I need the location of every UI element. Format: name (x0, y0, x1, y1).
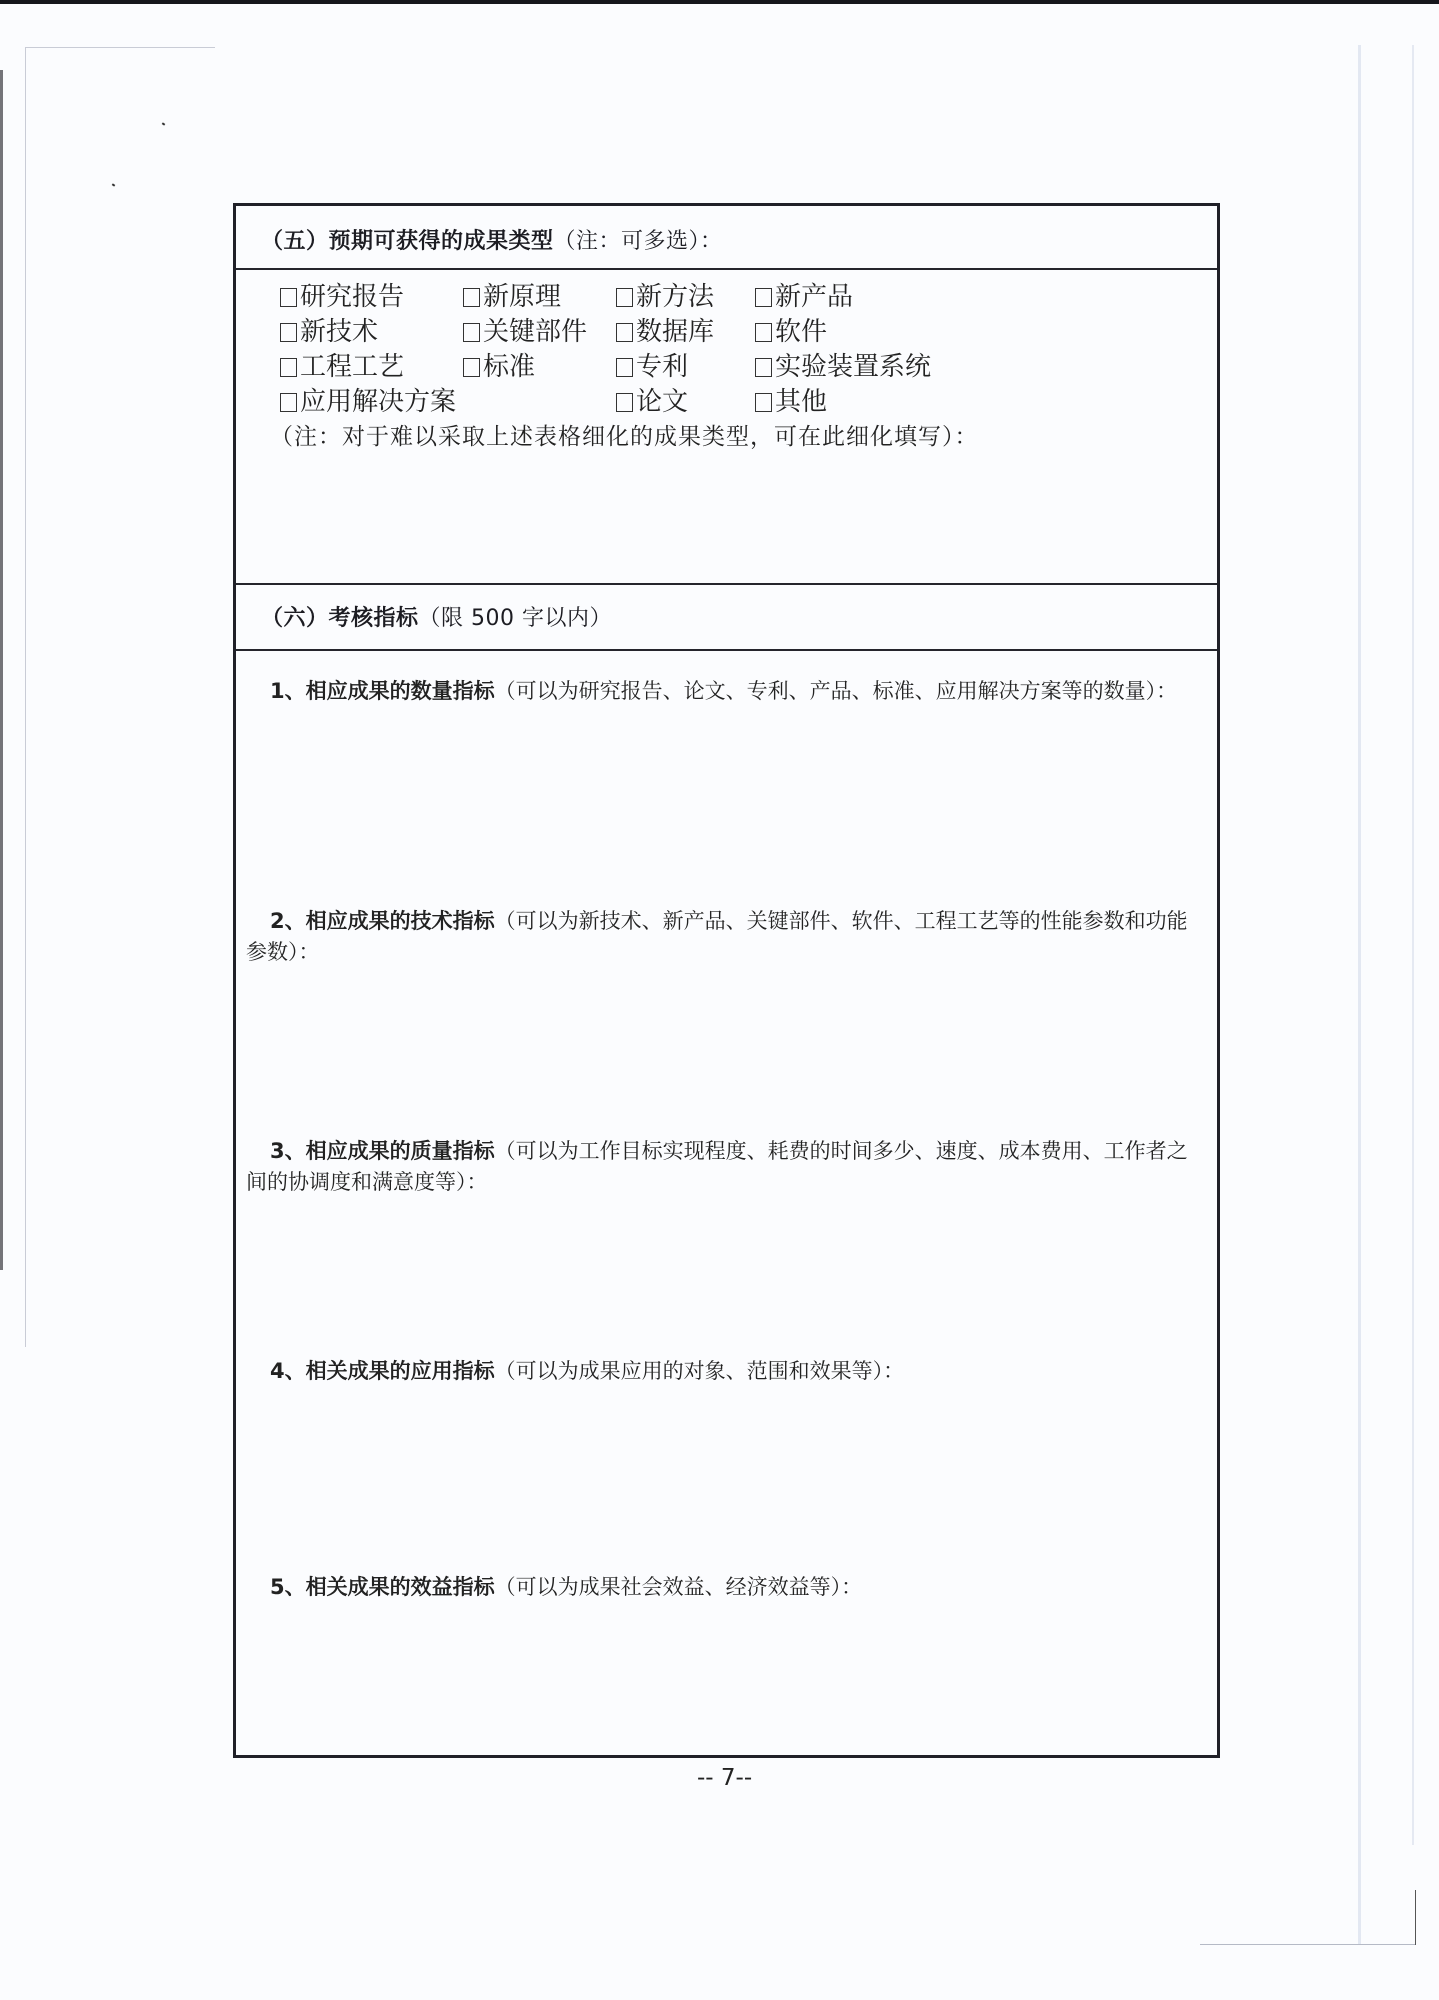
checkbox-icon[interactable] (755, 323, 772, 342)
option-label: 实验装置系统 (775, 352, 932, 382)
indicator-quality (246, 1136, 1207, 1198)
checkbox-icon[interactable] (616, 358, 633, 377)
section6-title-bold: （六）考核指标 (261, 606, 419, 631)
checkbox-patent[interactable] (616, 346, 688, 383)
section5-title (261, 224, 723, 255)
checkbox-standard[interactable] (463, 346, 535, 383)
page-number: -- 7-- (697, 1765, 753, 1791)
indicator-benefit (246, 1572, 1207, 1603)
option-label: 数据库 (636, 317, 715, 347)
section5-title-bold: （五）预期可获得的成果类型 (261, 229, 554, 254)
indicator-title: 2、相应成果的技术指标 (270, 909, 495, 933)
option-label: 标准 (483, 352, 536, 382)
checkbox-icon[interactable] (616, 393, 633, 412)
scan-top-edge (0, 0, 1439, 4)
result-type-detail-field[interactable] (246, 456, 1207, 576)
row-divider (236, 649, 1217, 651)
scan-artifact (25, 47, 26, 1347)
option-label: 工程工艺 (300, 352, 405, 382)
indicator-quality-field[interactable] (246, 1206, 1207, 1346)
indicator-technical (246, 906, 1207, 968)
indicator-description: （可以为研究报告、论文、专利、产品、标准、应用解决方案等的数量）： (494, 679, 1178, 703)
form-table (233, 203, 1220, 1758)
indicator-technical-field[interactable] (246, 976, 1207, 1116)
indicator-title: 1、相应成果的数量指标 (270, 679, 495, 703)
scan-speck (162, 122, 166, 125)
checkbox-new-method[interactable] (616, 276, 714, 313)
section5-title-note: （注：可多选）： (553, 229, 723, 254)
checkbox-paper[interactable] (616, 381, 688, 418)
checkbox-software[interactable] (755, 311, 827, 348)
indicator-description: （可以为成果社会效益、经济效益等）： (494, 1575, 863, 1599)
checkbox-icon[interactable] (280, 323, 297, 342)
scan-artifact (1412, 45, 1414, 1845)
checkbox-icon[interactable] (463, 288, 480, 307)
checkbox-new-principle[interactable] (463, 276, 561, 313)
scan-artifact (1200, 1944, 1415, 1945)
option-label: 新技术 (300, 317, 379, 347)
indicator-quantity (246, 676, 1207, 707)
checkbox-key-component[interactable] (463, 311, 587, 348)
checkbox-experimental-system[interactable] (755, 346, 931, 383)
checkbox-icon[interactable] (755, 393, 772, 412)
checkbox-new-product[interactable] (755, 276, 853, 313)
indicator-quantity-field[interactable] (246, 746, 1207, 886)
row-divider (236, 583, 1217, 585)
scan-artifact (25, 47, 215, 48)
checkbox-icon[interactable] (280, 393, 297, 412)
option-label: 新产品 (775, 282, 854, 312)
option-label: 其他 (775, 387, 828, 417)
indicator-title: 4、相关成果的应用指标 (270, 1359, 495, 1383)
scan-left-edge (0, 70, 3, 1270)
checkbox-icon[interactable] (616, 288, 633, 307)
scan-artifact (1358, 45, 1361, 1945)
row-divider (236, 268, 1217, 270)
indicator-application (246, 1356, 1207, 1387)
checkbox-icon[interactable] (280, 288, 297, 307)
indicator-title: 3、相应成果的质量指标 (270, 1139, 495, 1163)
checkbox-icon[interactable] (280, 358, 297, 377)
indicator-title: 5、相关成果的效益指标 (270, 1575, 495, 1599)
indicator-description: （可以为新技术、新产品、关键部件、软件、工程工艺等的性能参数和功能参数）： (246, 909, 1188, 964)
checkbox-other[interactable] (755, 381, 827, 418)
result-type-note: （注：对于难以采取上述表格细化的成果类型，可在此细化填写）： (270, 424, 979, 450)
checkbox-icon[interactable] (463, 323, 480, 342)
indicator-description: （可以为成果应用的对象、范围和效果等）： (494, 1359, 905, 1383)
checkbox-new-technology[interactable] (280, 311, 378, 348)
option-label: 专利 (636, 352, 689, 382)
checkbox-application-solution[interactable] (280, 381, 456, 418)
option-label: 关键部件 (483, 317, 588, 347)
option-label: 研究报告 (300, 282, 405, 312)
checkbox-research-report[interactable] (280, 276, 404, 313)
section6-title (261, 601, 612, 632)
checkbox-database[interactable] (616, 311, 714, 348)
indicator-description: （可以为工作目标实现程度、耗费的时间多少、速度、成本费用、工作者之间的协调度和满意度等）： (246, 1139, 1188, 1194)
option-label: 论文 (636, 387, 689, 417)
checkbox-icon[interactable] (755, 358, 772, 377)
checkbox-icon[interactable] (463, 358, 480, 377)
checkbox-icon[interactable] (616, 323, 633, 342)
section6-title-note: （限 500 字以内） (418, 606, 612, 631)
scan-speck (112, 183, 116, 186)
option-label: 新方法 (636, 282, 715, 312)
option-label: 应用解决方案 (300, 387, 457, 417)
scan-artifact (1415, 1890, 1416, 1945)
indicator-application-field[interactable] (246, 1396, 1207, 1556)
option-label: 软件 (775, 317, 828, 347)
checkbox-icon[interactable] (755, 288, 772, 307)
option-label: 新原理 (483, 282, 562, 312)
checkbox-engineering-process[interactable] (280, 346, 404, 383)
indicator-benefit-field[interactable] (246, 1616, 1207, 1746)
